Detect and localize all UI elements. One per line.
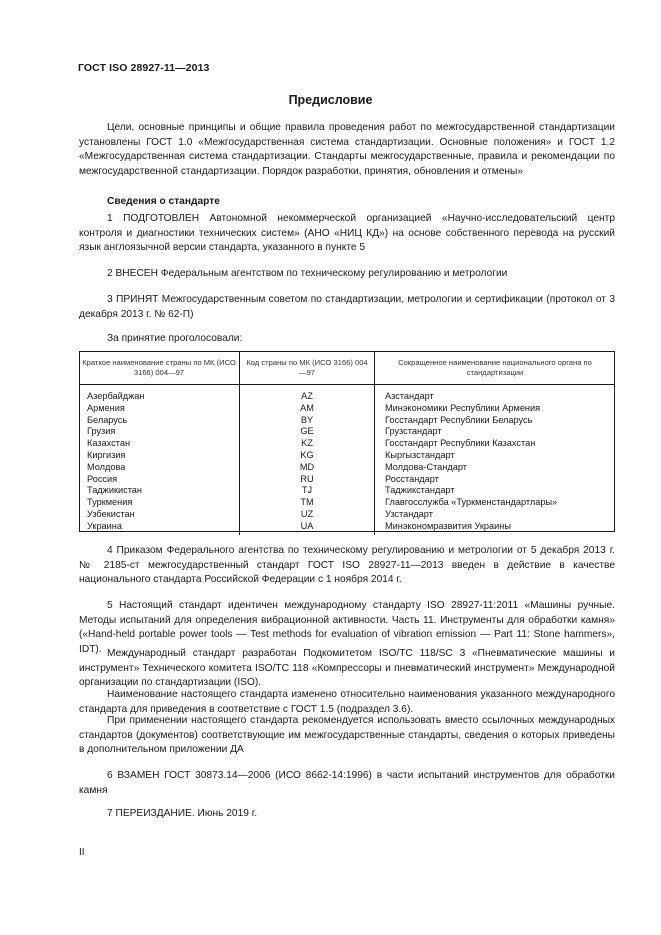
item-5-name-change-paragraph: Наименование настоящего стандарта изменено относительно наименования указанного международного стандарта для приведения в соответствие с ГОСТ 1.5 (подраздел 3.6).: [79, 689, 615, 715]
country-code-cell: TM: [240, 497, 375, 509]
country-cell: Казахстан: [79, 438, 240, 450]
table-row: [79, 509, 615, 521]
column-header-country: Краткое наименование страны по МК (ИСО 3166) 004—97: [79, 351, 240, 385]
table-row: [79, 474, 615, 486]
country-cell: Киргизия: [79, 450, 240, 462]
voting-states-table: [79, 351, 615, 535]
country-code-cell: AM: [240, 403, 375, 415]
table-row: [79, 497, 615, 509]
item-1-paragraph: 1 ПОДГОТОВЛЕН Автономной некоммерческой организацией «Научно-исследовательский центр контроля и диагностики технических систем» (АНО «НИЦ КД») на основе собственного перевода на русский язык англоязычной версии стандарта, указанного в пункте 5: [79, 213, 615, 254]
country-code-cell: MD: [240, 462, 375, 474]
table-row: [79, 438, 615, 450]
country-cell: Россия: [79, 474, 240, 486]
item-6-paragraph: 6 ВЗАМЕН ГОСТ 30873.14—2006 (ИСО 8662-14:1996) в части испытаний инструментов для обработки камня: [79, 770, 615, 796]
country-cell: Азербайджан: [79, 385, 240, 403]
item-5-references-paragraph: При применении настоящего стандарта рекомендуется использовать вместо ссылочных международных стандартов (документов) соответствующие им межгосударственные стандарты, сведения о которых приведены в дополнительном приложении ДА: [79, 715, 615, 756]
country-code-cell: BY: [240, 415, 375, 427]
table-row: [79, 415, 615, 427]
table-row: [79, 462, 615, 474]
table-row: [79, 521, 615, 535]
country-code-cell: UZ: [240, 509, 375, 521]
country-cell: Грузия: [79, 426, 240, 438]
table-row: [79, 485, 615, 497]
standards-body-cell: Минэкономики Республики Армения: [385, 402, 541, 413]
standards-body-cell: Молдова-Стандарт: [385, 461, 467, 472]
country-code-cell: UA: [240, 521, 375, 535]
intro-paragraph: Цели, основные принципы и общие правила проведения работ по межгосударственной стандартизации установлены ГОСТ 1.0 «Межгосударственная система стандартизации. Основные положения» и ГОСТ 1.2 «Межгосударственная система стандартизации. Стандарты межгосударственные, правила и рекомендации по межгосударственной стандартизации. Порядок разработки, принятия, обновления и отмены»: [79, 122, 615, 177]
column-header-standards-body: Сокращенное наименование национального органа по стандартизации: [375, 351, 616, 385]
voted-label: За принятие проголосовали:: [107, 333, 243, 344]
country-code-cell: AZ: [240, 385, 375, 403]
item-7-paragraph: 7 ПЕРЕИЗДАНИЕ. Июнь 2019 г.: [107, 808, 258, 819]
item-3-paragraph: 3 ПРИНЯТ Межгосударственным советом по стандартизации, метрологии и сертификации (протокол от 3 декабря 2013 г. № 62-П): [79, 294, 615, 320]
table-header-row: [79, 351, 615, 385]
document-header: ГОСТ ISO 28927-11—2013: [78, 62, 210, 74]
country-code-cell: RU: [240, 474, 375, 486]
item-4-paragraph: 4 Приказом Федерального агентства по техническому регулированию и метрологии от 5 декабря 2013 г. № 2185-ст межгосударственный стандарт ГОСТ ISO 28927-11—2013 введен в действие в качестве национального стандарта Российской Федерации с 1 ноября 2014 г.: [79, 545, 615, 586]
page-title: Предисловие: [288, 93, 373, 107]
table-row: [79, 426, 615, 438]
country-code-cell: GE: [240, 426, 375, 438]
standards-body-cell: Минэкономразвития Украины: [385, 520, 511, 531]
standards-body-cell: Росстандарт: [385, 473, 439, 484]
standards-body-cell: Главгосслужба «Туркменстандартлары»: [385, 497, 558, 508]
country-code-cell: KZ: [240, 438, 375, 450]
standards-body-cell: Грузстандарт: [385, 426, 442, 437]
standards-body-cell: Узстандарт: [385, 508, 433, 519]
table-row: [79, 450, 615, 462]
item-5-developer-paragraph: Международный стандарт разработан Подкомитетом ISO/TC 118/SC 3 «Пневматические машины и инструмент» Технического комитета ISO/TC 118 «Компрессоры и пневматический инструмент» Международной организации по стандартизации (ISO).: [79, 648, 615, 689]
country-cell: Беларусь: [79, 415, 240, 427]
standards-body-cell: Кыргызстандарт: [385, 449, 455, 460]
country-cell: Узбекистан: [79, 509, 240, 521]
standards-body-cell: Госстандарт Республики Беларусь: [385, 414, 533, 425]
country-cell: Украина: [79, 521, 240, 535]
country-code-cell: KG: [240, 450, 375, 462]
column-header-code: Код страны по МК (ИСО 3166) 004—97: [240, 351, 375, 385]
country-cell: Туркмения: [79, 497, 240, 509]
country-cell: Таджикистан: [79, 485, 240, 497]
table-row: [79, 403, 615, 415]
item-5-paragraph: 5 Настоящий стандарт идентичен международному стандарту ISO 28927-11:2011 «Машины ручные. Методы испытаний для определения вибрационной активности. Часть 11. Инструменты для обработки камня» («Hand-held portable power tools — Test methods for evaluation of vibration emission — Part 11: Stone hammers», IDT).: [79, 600, 615, 655]
item-2-paragraph: 2 ВНЕСЕН Федеральным агентством по техническому регулированию и метрологии: [107, 268, 508, 279]
table-row: [79, 385, 615, 403]
country-cell: Молдова: [79, 462, 240, 474]
country-cell: Армения: [79, 403, 240, 415]
standards-body-cell: Таджикстандарт: [385, 485, 455, 496]
section-heading: Сведения о стандарте: [107, 196, 220, 207]
page-number: II: [79, 847, 85, 858]
country-code-cell: TJ: [240, 485, 375, 497]
standards-body-cell: Госстандарт Республики Казахстан: [385, 438, 536, 449]
standards-body-cell: Азстандарт: [385, 391, 434, 401]
